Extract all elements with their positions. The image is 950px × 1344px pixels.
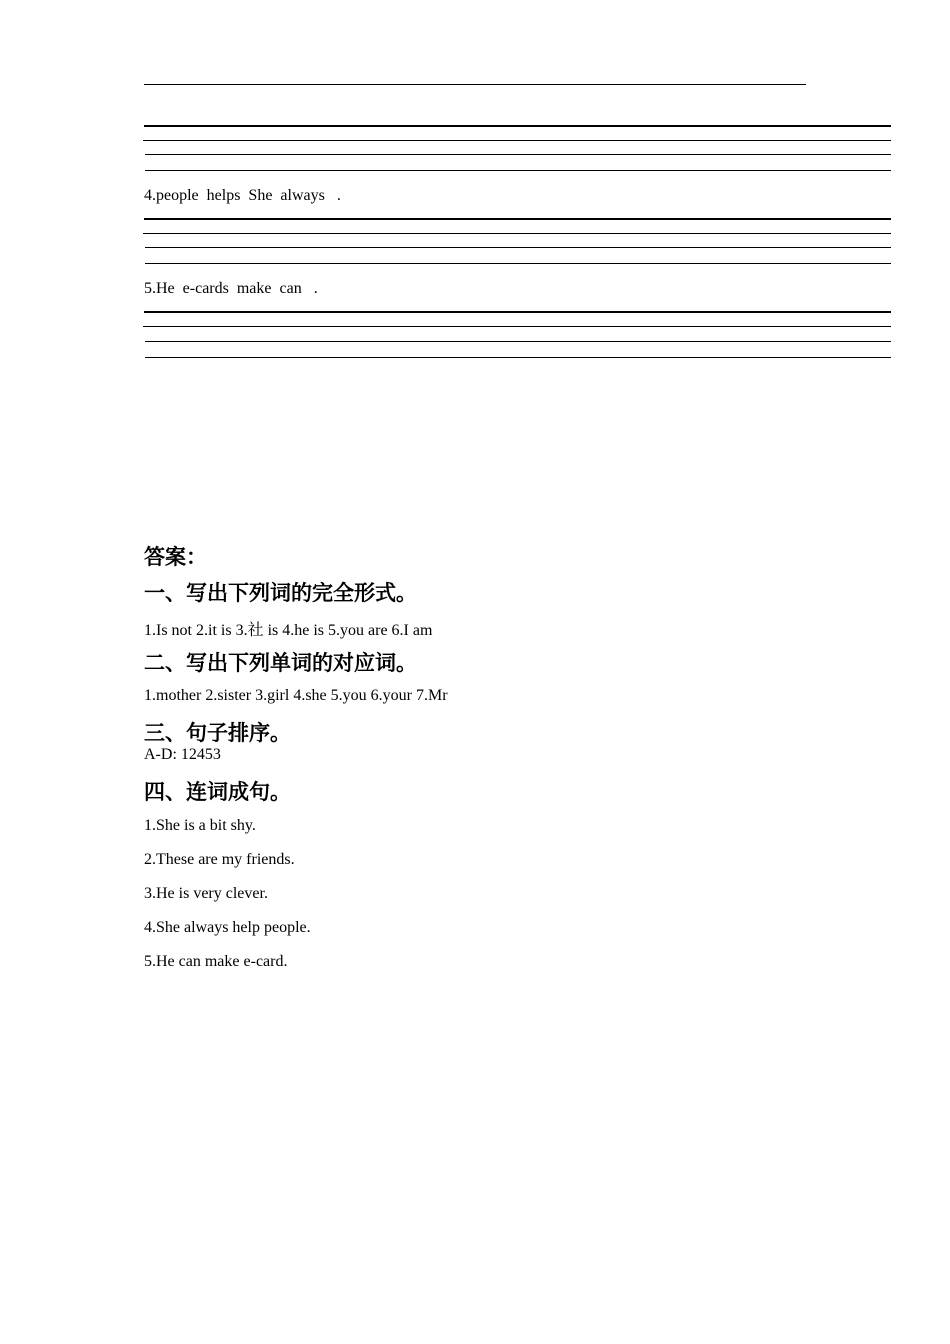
writing-line	[145, 357, 891, 358]
writing-line	[145, 341, 891, 342]
section-4-answer-3: 3.He is very clever.	[144, 885, 268, 902]
writing-line	[143, 233, 891, 234]
answer-line	[144, 84, 806, 85]
exercise-question-4: 4.people helps She always .	[144, 187, 341, 204]
section-2-answer: 1.mother 2.sister 3.girl 4.she 5.you 6.your 7.Mr	[144, 687, 448, 704]
writing-line	[145, 247, 891, 248]
writing-line	[143, 326, 891, 327]
writing-line	[144, 218, 891, 220]
writing-line	[145, 170, 891, 171]
writing-line	[145, 154, 891, 155]
section-3-answer: A-D: 12453	[144, 746, 221, 763]
section-2-heading: 二、写出下列单词的对应词。	[144, 651, 417, 675]
section-4-answer-1: 1.She is a bit shy.	[144, 817, 256, 834]
section-4-heading: 四、连词成句。	[144, 780, 291, 804]
section-1-answer: 1.Is not 2.it is 3.社 is 4.he is 5.you are 6.I am	[144, 622, 433, 639]
section-3-heading: 三、句子排序。	[144, 721, 291, 745]
writing-line	[143, 140, 891, 141]
section-4-answer-2: 2.These are my friends.	[144, 851, 295, 868]
writing-line	[145, 263, 891, 264]
writing-line	[144, 125, 891, 127]
exercise-question-5: 5.He e-cards make can .	[144, 280, 318, 297]
section-1-heading: 一、写出下列词的完全形式。	[144, 581, 417, 605]
section-4-answer-5: 5.He can make e-card.	[144, 953, 288, 970]
writing-line	[144, 311, 891, 313]
section-4-answer-4: 4.She always help people.	[144, 919, 311, 936]
answers-title: 答案：	[144, 545, 207, 569]
